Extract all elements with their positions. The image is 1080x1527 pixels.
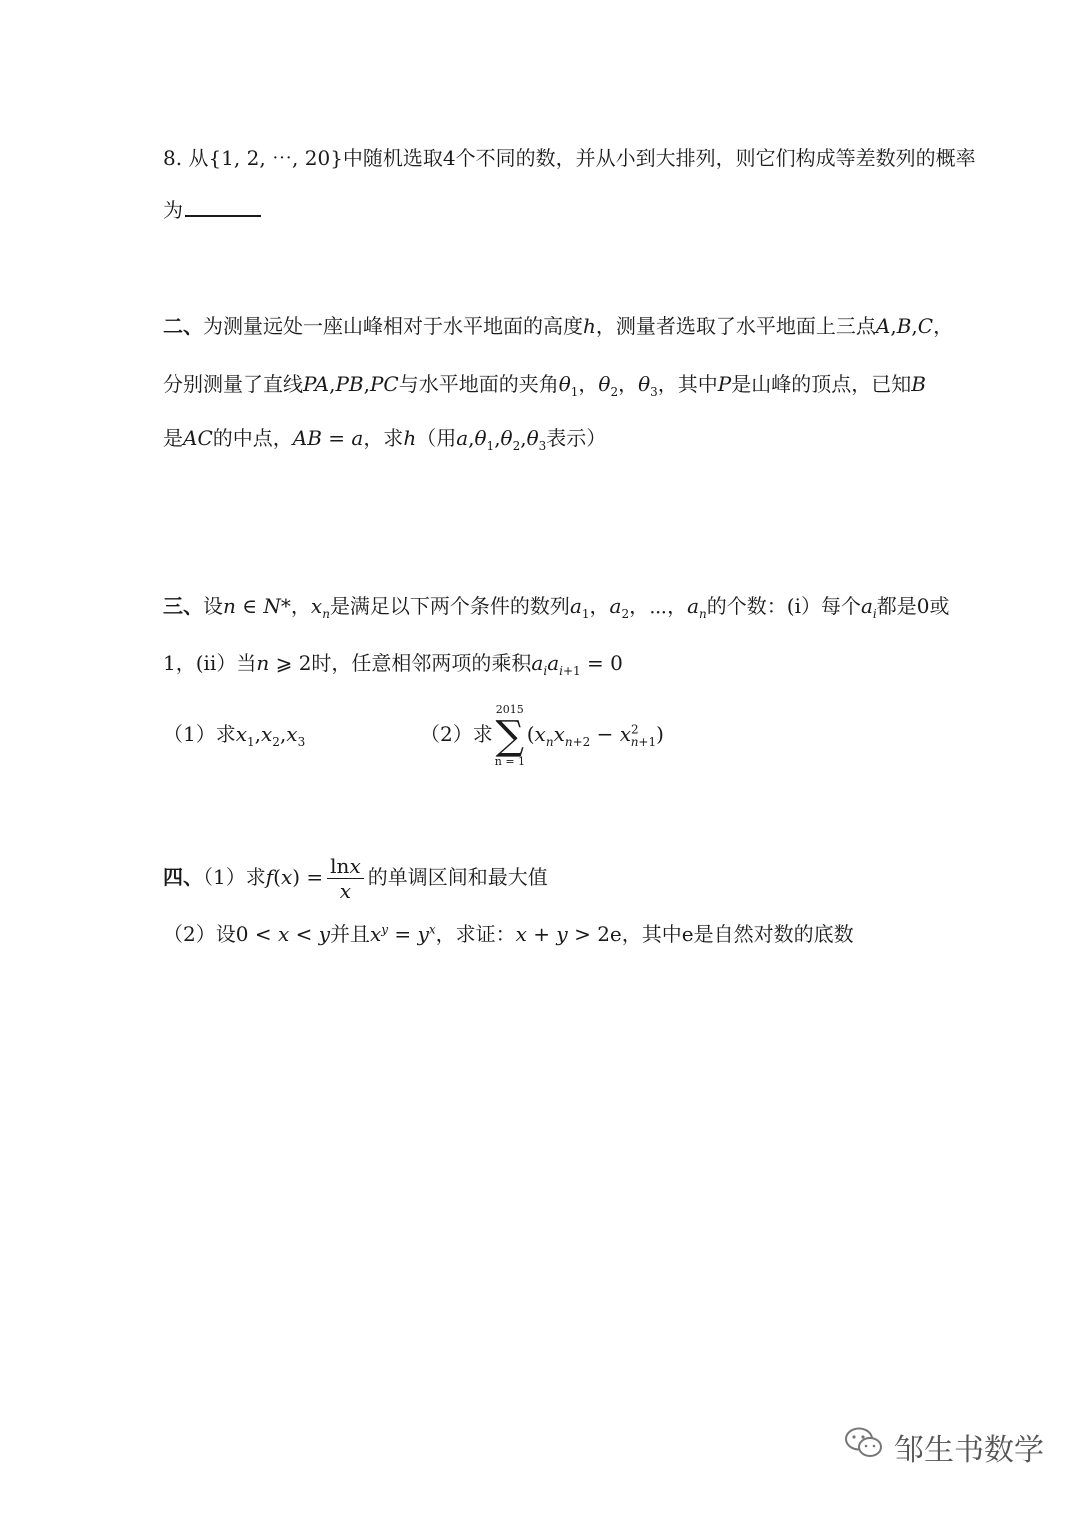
q3-line-2: 1，(ⅱ）当n ⩾ 2时，任意相邻两项的乘积$a_ia_{i+1} = 0$: [163, 651, 623, 678]
q3-part-2: （2）求 2015 ∑ n = 1 $(x_nx_{n+2} - x^2_{n+1})$: [420, 702, 664, 768]
watermark-text: 邹生书数学: [894, 1433, 1044, 1468]
summation-symbol: 2015 ∑ n = 1: [494, 702, 526, 768]
watermark: [844, 1425, 1044, 1469]
q4-line-1: 四、（1）求f(x) = $\frac{\ln x}{x}$ 的单调区间和最大值: [163, 854, 548, 903]
q4-line-2: （2）设0 < x < y并且$x^y = y^x$，求证：x + y > 2e，其中e是自然对数的底数: [163, 922, 854, 946]
q8-text: 8. 从{1, 2, ⋯, 20}中随机选取4个不同的数，并从小到大排列，则它们构成等差数列的概率: [163, 146, 976, 170]
answer-blank: [185, 195, 261, 217]
q3-part-1: （1）求$x_1,x_2,x_3$: [163, 722, 306, 749]
q8-line-2: [163, 195, 261, 224]
q3-heading: 三、: [163, 594, 203, 618]
wechat-icon: [844, 1426, 894, 1468]
q2-line-3: 是AC的中点，AB = a，求h（用$a,\theta_1,\theta_2,\theta_3$表示）: [163, 426, 607, 453]
q2-heading: 二、: [163, 314, 203, 338]
q8-line-1: [163, 144, 976, 172]
q2-line-1: 二、为测量远处一座山峰相对于水平地面的高度h，测量者选取了水平地面上三点A,B,C，: [163, 314, 954, 338]
q4-heading: 四、: [163, 865, 203, 889]
fraction: $\frac{\ln x}{x}$: [327, 854, 364, 903]
q8-prefix: 为: [163, 198, 183, 222]
q3-line-1: 三、设n ∈ N*，$x_n$是满足以下两个条件的数列$a_1$，$a_2$，⋯，$a_n$的个数：(ⅰ）每个$a_i$都是0或: [163, 594, 950, 621]
q2-line-2: 分别测量了直线PA,PB,PC与水平地面的夹角$\theta_1$，$\theta_2$，$\theta_3$，其中P是山峰的顶点，已知B: [163, 372, 926, 399]
